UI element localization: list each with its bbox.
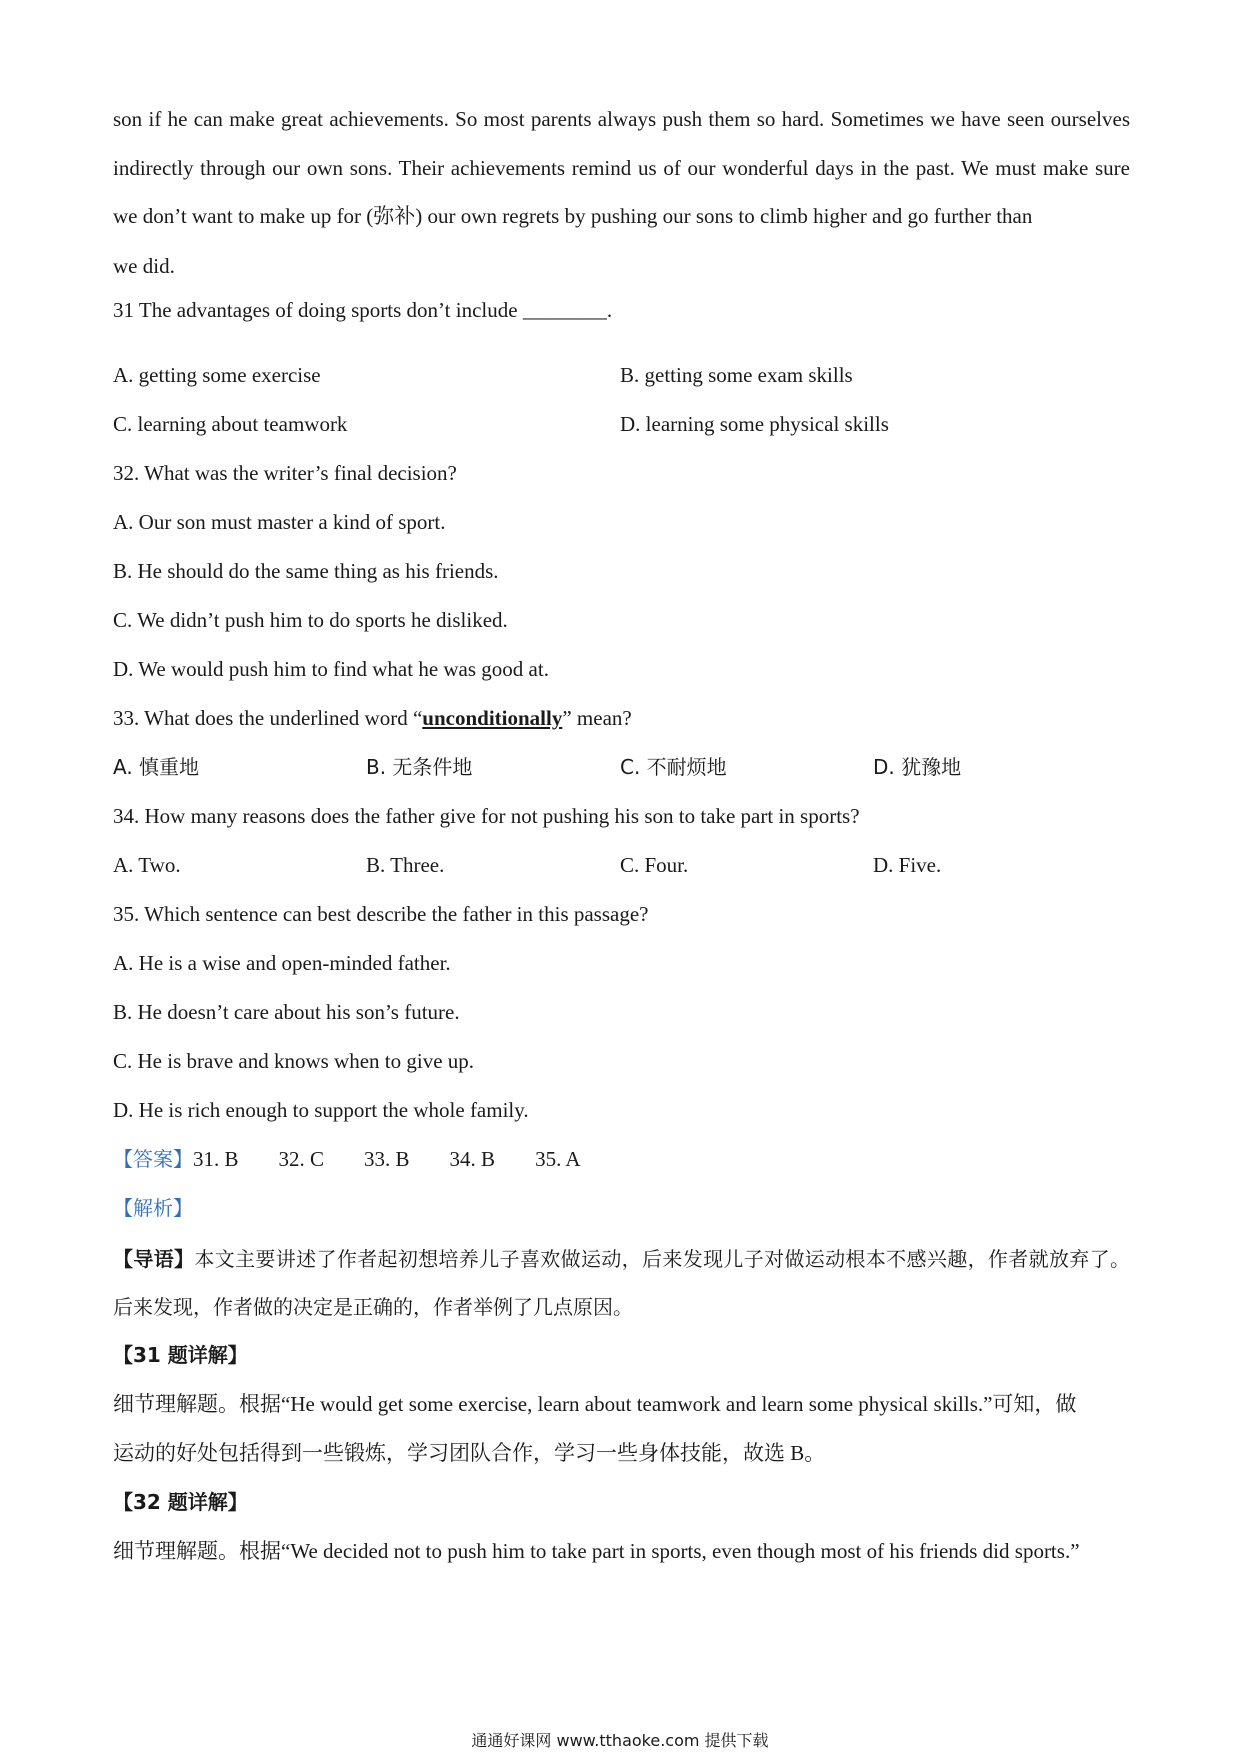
q31-detail-line1: 细节理解题。根据“He would get some exercise, learn about teamwork and learn some physical skills.”可知，做 [113,1392,1077,1416]
q31-detail-line2: 运动的好处包括得到一些锻炼，学习团队合作，学习一些身体技能，故选 B。 [113,1441,826,1465]
q32-detail-label: 【32 题详解】 [113,1490,248,1514]
answer-label: 【答案】 [113,1147,193,1171]
q35-option-a: A. He is a wise and open-minded father. [113,951,451,975]
analysis-label: 【解析】 [113,1196,193,1220]
answer-item: 34. B [449,1147,496,1171]
q31-detail-label: 【31 题详解】 [113,1343,248,1367]
q31-option-a: A. getting some exercise [113,363,321,387]
passage-paragraph [113,95,1130,241]
q32-detail-text: 细节理解题。根据“We decided not to push him to take part in sports, even though most of his friends did sports.” [113,1539,1080,1563]
q31-option-c: C. learning about teamwork [113,412,348,436]
q32-option-c: C. We didn’t push him to do sports he disliked. [113,608,508,632]
q33-stem-before: 33. What does the underlined word “ [113,706,423,730]
question-34-stem: 34. How many reasons does the father give for not pushing his son to take part in sports? [113,804,860,828]
question-35-stem: 35. Which sentence can best describe the father in this passage? [113,902,649,926]
question-33-stem [113,703,632,733]
answer-line [113,1144,581,1174]
q33-option-d: D. 犹豫地 [873,755,962,779]
passage-text: son if he can make great achievements. So most parents always push them so hard. Sometimes we have seen ourselves indirectly through our own sons. Their achievements remind us of our wonderful days in the past. We must make sure we don’t want to make up for (弥补) our own regrets by pushing our sons to climb higher and go further than [113,107,1130,228]
q32-option-d: D. We would push him to find what he was good at. [113,657,549,681]
q34-option-d: D. Five. [873,853,942,877]
q34-option-b: B. Three. [366,853,445,877]
q33-underlined-word: unconditionally [422,706,563,730]
q33-stem-after: ” mean? [562,706,632,730]
answer-item: 31. B [193,1147,239,1171]
q35-option-b: B. He doesn’t care about his son’s future. [113,1000,460,1024]
q31-option-d: D. learning some physical skills [620,412,889,436]
question-32-stem: 32. What was the writer’s final decision? [113,461,457,485]
passage-last-line: we did. [113,254,175,278]
guide-label: 【导语】 [113,1247,195,1271]
q32-option-a: A. Our son must master a kind of sport. [113,510,446,534]
q33-option-b: B. 无条件地 [366,755,473,779]
page-footer: 通通好课网 www.tthaoke.com 提供下载 [471,1731,769,1750]
question-31-stem: 31 The advantages of doing sports don’t include ________. [113,298,613,322]
guide-paragraph [113,1235,1130,1331]
q34-option-a: A. Two. [113,853,181,877]
q33-option-c: C. 不耐烦地 [620,755,727,779]
q32-option-b: B. He should do the same thing as his friends. [113,559,499,583]
answer-item: 32. C [278,1147,325,1171]
q31-option-b: B. getting some exam skills [620,363,853,387]
guide-text: 本文主要讲述了作者起初想培养儿子喜欢做运动，后来发现儿子对做运动根本不感兴趣，作者就放弃了。后来发现，作者做的决定是正确的，作者举例了几点原因。 [113,1247,1131,1319]
answer-item: 35. A [535,1147,581,1171]
q33-option-a: A. 慎重地 [113,755,200,779]
answer-item: 33. B [364,1147,410,1171]
q35-option-d: D. He is rich enough to support the whole family. [113,1098,529,1122]
q34-option-c: C. Four. [620,853,689,877]
q35-option-c: C. He is brave and knows when to give up. [113,1049,475,1073]
